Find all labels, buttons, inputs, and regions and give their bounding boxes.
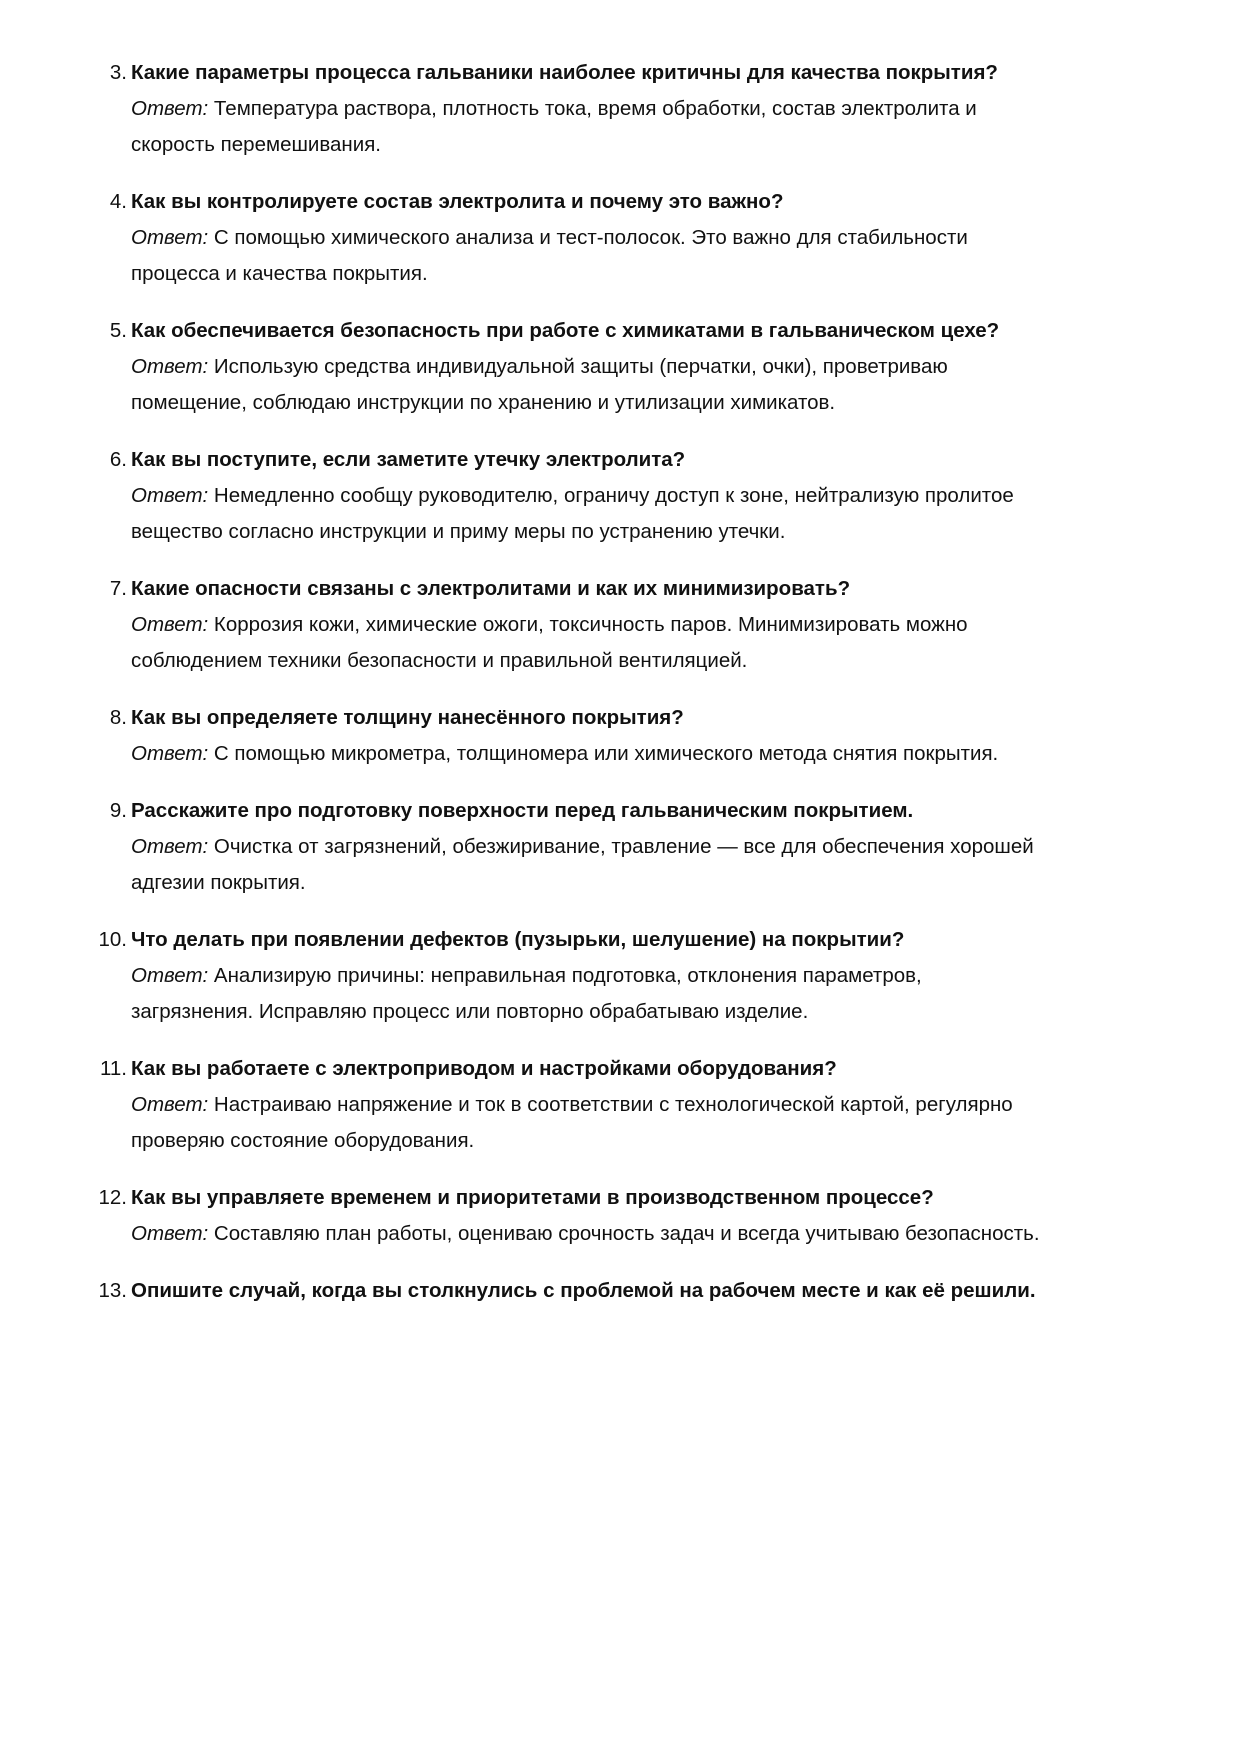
question-text: Расскажите про подготовку поверхности перед гальваническим покрытием. [131, 799, 914, 822]
list-item [109, 571, 1046, 679]
list-item [109, 700, 1046, 772]
answer-label: Ответ: [131, 835, 209, 858]
question-text: Как вы поступите, если заметите утечку электролита? [131, 448, 686, 471]
answer-label: Ответ: [131, 97, 209, 120]
answer-label: Ответ: [131, 613, 209, 636]
item-number: 3. [109, 61, 127, 84]
answer-text: Анализирую причины: неправильная подготовка, отклонения параметров, загрязнения. Исправляю процесс или повторно обрабатываю изделие. [131, 964, 922, 1023]
item-number: 9. [109, 799, 127, 822]
list-item [98, 1180, 1046, 1252]
answer-text: С помощью микрометра, толщиномера или химического метода снятия покрытия. [213, 742, 999, 765]
question-text: Как вы контролируете состав электролита и почему это важно? [131, 190, 784, 213]
question-text: Что делать при появлении дефектов (пузырьки, шелушение) на покрытии? [131, 928, 905, 951]
item-number: 12. [98, 1186, 127, 1209]
question-text: Как вы работаете с электроприводом и настройками оборудования? [131, 1057, 837, 1080]
answer [131, 829, 1046, 901]
answer [131, 91, 1046, 163]
question-text: Какие опасности связаны с электролитами и как их минимизировать? [131, 577, 851, 600]
item-number: 13. [98, 1279, 127, 1302]
answer-label: Ответ: [131, 742, 209, 765]
item-number: 11. [100, 1057, 127, 1080]
list-item [109, 313, 1046, 421]
list-item [109, 55, 1046, 163]
list-item [98, 1273, 1046, 1309]
list-item [109, 442, 1046, 550]
answer [131, 607, 1046, 679]
answer-text: Составляю план работы, оцениваю срочность задач и всегда учитываю безопасность. [213, 1222, 1040, 1245]
item-number: 6. [109, 448, 127, 471]
answer-text: Очистка от загрязнений, обезжиривание, травление — все для обеспечения хорошей адгезии покрытия. [131, 835, 1034, 894]
answer [131, 736, 1046, 772]
item-number: 4. [109, 190, 127, 213]
answer-text: Использую средства индивидуальной защиты (перчатки, очки), проветриваю помещение, соблюдаю инструкции по хранению и утилизации химикатов. [131, 355, 948, 414]
answer [131, 1087, 1046, 1159]
answer-label: Ответ: [131, 226, 209, 249]
item-number: 8. [109, 706, 127, 729]
answer [131, 1216, 1046, 1252]
answer [131, 958, 1046, 1030]
list-item [109, 184, 1046, 292]
answer-label: Ответ: [131, 1222, 209, 1245]
question-text: Какие параметры процесса гальваники наиболее критичны для качества покрытия? [131, 61, 998, 84]
answer-text: С помощью химического анализа и тест-полосок. Это важно для стабильности процесса и качества покрытия. [131, 226, 968, 285]
question-text: Как вы управляете временем и приоритетами в производственном процессе? [131, 1186, 934, 1209]
answer-label: Ответ: [131, 964, 209, 987]
list-item [109, 793, 1046, 901]
item-number: 7. [109, 577, 127, 600]
answer-text: Температура раствора, плотность тока, время обработки, состав электролита и скорость перемешивания. [131, 97, 977, 156]
answer [131, 220, 1046, 292]
question-text: Как обеспечивается безопасность при работе с химикатами в гальваническом цехе? [131, 319, 1000, 342]
answer [131, 349, 1046, 421]
answer-text: Немедленно сообщу руководителю, ограничу доступ к зоне, нейтрализую пролитое вещество согласно инструкции и приму меры по устранению утечки. [131, 484, 1014, 543]
answer-label: Ответ: [131, 355, 209, 378]
answer-text: Коррозия кожи, химические ожоги, токсичность паров. Минимизировать можно соблюдением техники безопасности и правильной вентиляцией. [131, 613, 968, 672]
answer-text: Настраиваю напряжение и ток в соответствии с технологической картой, регулярно проверяю состояние оборудования. [131, 1093, 1013, 1152]
list-item [98, 922, 1046, 1030]
answer-label: Ответ: [131, 484, 209, 507]
answer [131, 478, 1046, 550]
answer-label: Ответ: [131, 1093, 209, 1116]
item-number: 5. [109, 319, 127, 342]
item-number: 10. [98, 928, 127, 951]
question-text: Опишите случай, когда вы столкнулись с проблемой на рабочем месте и как её решили. [131, 1279, 1036, 1302]
list-item [100, 1051, 1046, 1159]
question-text: Как вы определяете толщину нанесённого покрытия? [131, 706, 684, 729]
